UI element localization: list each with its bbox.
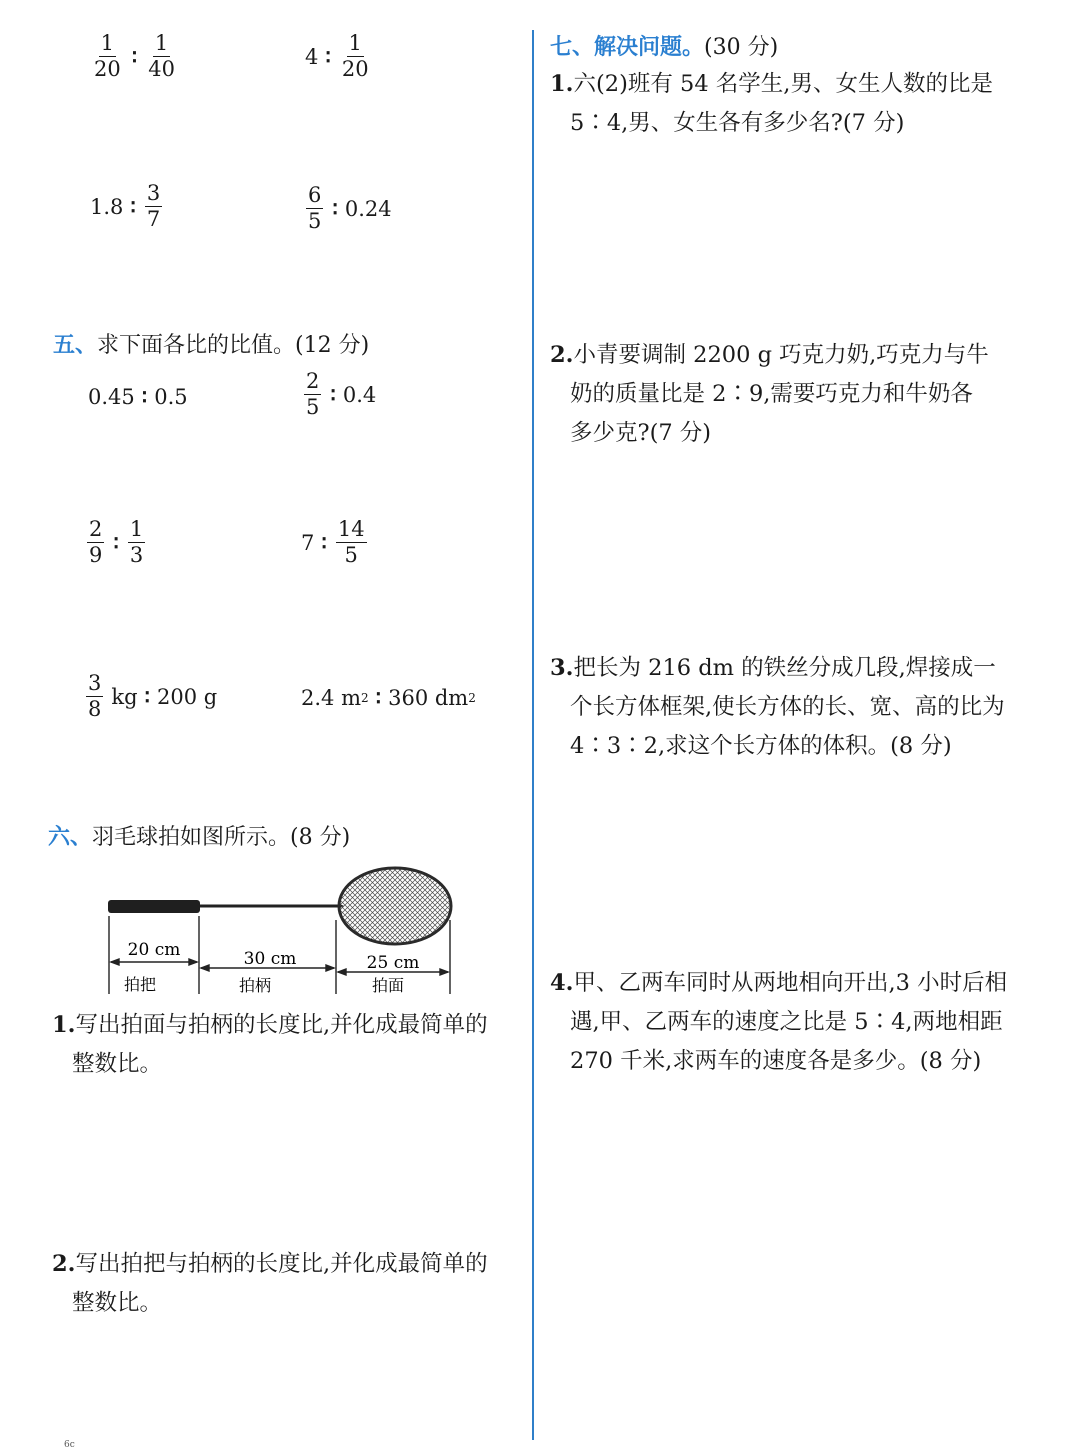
part-label-head: 拍面 <box>371 976 405 995</box>
section5-title: 五、求下面各比的比值。(12 分) <box>53 333 370 358</box>
fraction: $\frac{3}{7}$ <box>146 181 161 232</box>
fraction: $\frac{1}{40}$ <box>148 31 175 82</box>
dim-label-grip: 20 cm <box>127 940 181 960</box>
ratio-item-3: 1.8 ∶ $\frac{3}{7}$ <box>90 181 161 232</box>
racket-head <box>339 868 451 944</box>
column-divider <box>532 30 534 1440</box>
fraction: $\frac{6}{5}$ <box>308 183 322 234</box>
section7-question-2: 2.小青要调制 2200 g 巧克力奶,巧克力与牛 奶的质量比是 2∶9,需要巧克力和牛奶各 多少克?(7 分) <box>550 342 989 446</box>
fraction: $\frac{1}{20}$ <box>94 31 121 82</box>
ratio-value-item-4: 7 ∶ $\frac{14}{5}$ <box>301 517 365 568</box>
section7-title: 七、解决问题。(30 分) <box>550 35 779 60</box>
racket-drawing <box>108 868 451 944</box>
fraction: $\frac{14}{5}$ <box>337 517 365 568</box>
section7-question-1: 1.六(2)班有 54 名学生,男、女生人数的比是 5∶4,男、女生各有多少名?(7 分) <box>550 71 993 136</box>
section6-question-2: 2.写出拍把与拍柄的长度比,并化成最简单的 整数比。 <box>52 1251 488 1316</box>
racket-grip <box>108 900 200 913</box>
section7-question-4: 4.甲、乙两车同时从两地相向开出,3 小时后相 遇,甲、乙两车的速度之比是 5∶4,两地相距 270 千米,求两车的速度各是多少。(8 分) <box>550 970 1008 1074</box>
ratio-item-2: 4 ∶ $\frac{1}{20}$ <box>305 31 369 82</box>
ratio-value-item-5: $\frac{3}{8}$ kg ∶ 200 g <box>88 671 218 722</box>
fraction: $\frac{1}{20}$ <box>341 31 369 82</box>
ratio-value-item-6: 2.4 m 2 ∶ 360 dm 2 <box>301 685 476 710</box>
section6-title: 六、羽毛球拍如图所示。(8 分) <box>48 825 351 850</box>
part-label-shaft: 拍柄 <box>238 976 272 995</box>
footer-mark: 6c <box>64 1440 75 1450</box>
ratio-value-item-2: $\frac{2}{5}$ ∶ 0.4 <box>306 369 377 420</box>
dim-label-head: 25 cm <box>366 953 420 973</box>
ratio-item-1: $\frac{1}{20}$ ∶ $\frac{1}{40}$ <box>94 31 175 82</box>
badminton-racket-figure <box>100 860 470 1000</box>
ratio-value-item-1: 0.45 ∶ 0.5 <box>88 384 188 409</box>
fraction: $\frac{1}{3}$ <box>129 517 144 568</box>
section6-question-1: 1.写出拍面与拍柄的长度比,并化成最简单的 整数比。 <box>52 1012 488 1077</box>
ratio-value-item-3: $\frac{2}{9}$ ∶ $\frac{1}{3}$ <box>89 517 144 568</box>
section7-question-3: 3.把长为 216 dm 的铁丝分成几段,焊接成一 个长方体框架,使长方体的长、宽、高的比为 4∶3∶2,求这个长方体的体积。(8 分) <box>550 655 1005 759</box>
fraction: $\frac{2}{9}$ <box>89 517 103 568</box>
dim-label-shaft: 30 cm <box>243 949 297 969</box>
fraction: $\frac{2}{5}$ <box>306 369 320 420</box>
fraction: $\frac{3}{8}$ <box>88 671 102 722</box>
ratio-item-4: $\frac{6}{5}$ ∶ 0.24 <box>308 183 392 234</box>
part-label-grip: 拍把 <box>123 975 157 994</box>
